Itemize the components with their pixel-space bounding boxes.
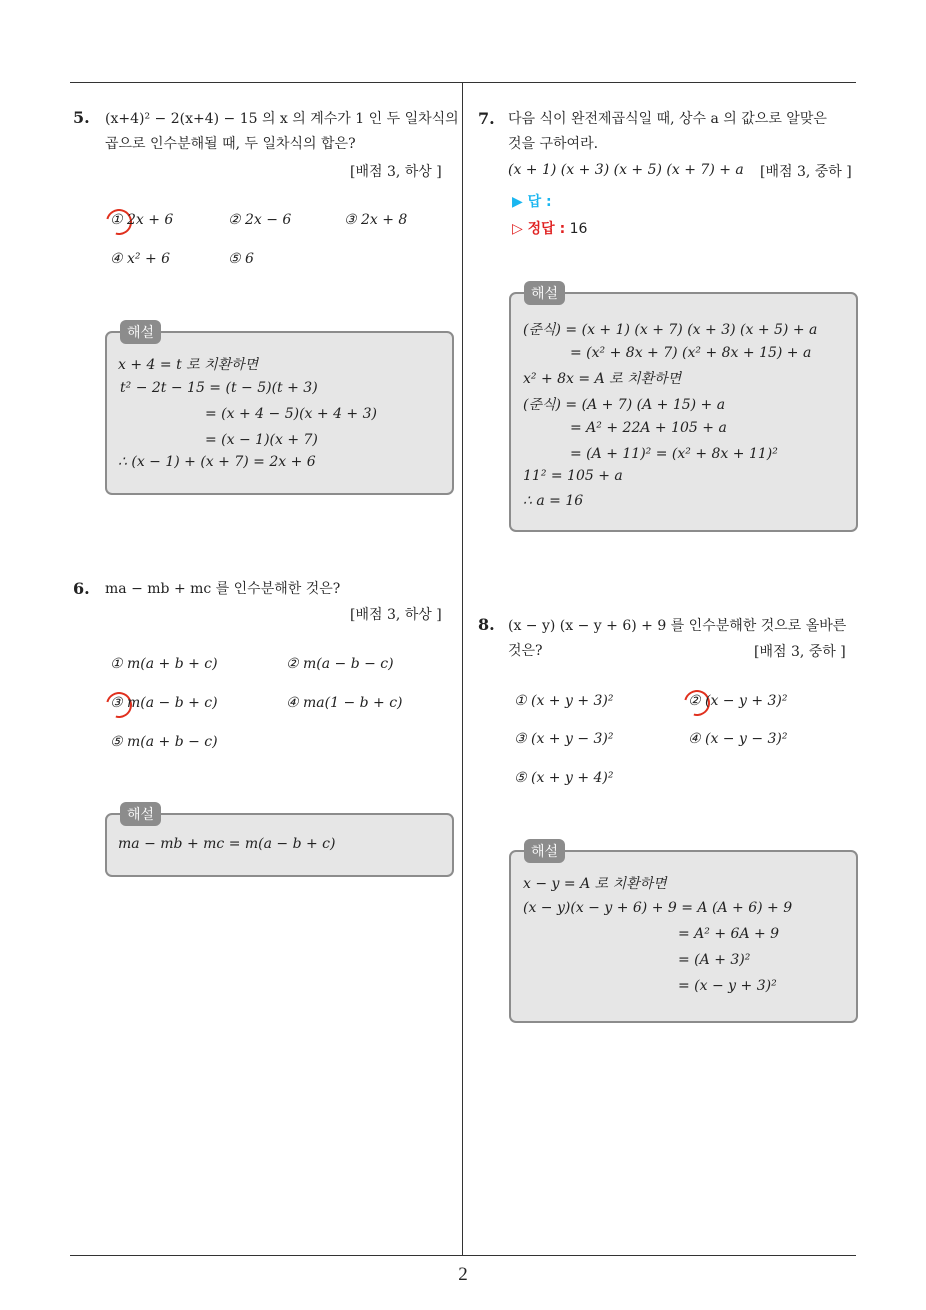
q5-solution-line2: t² − 2t − 15 = (t − 5)(t + 3): [120, 380, 318, 396]
q8-solution-tab: 해설: [524, 839, 565, 863]
q5-choice-5[interactable]: ⑤ 6: [228, 251, 254, 267]
q7-solution-line7: 11² = 105 + a: [523, 468, 623, 484]
q8-solution-line5: = (x − y + 3)²: [678, 978, 777, 994]
q7-solution-line6: = (A + 11)² = (x² + 8x + 11)²: [570, 446, 778, 462]
q7-correct-label: ▷ 정답 :: [512, 221, 566, 237]
q6-number: 6.: [73, 579, 90, 598]
q5-solution-line3: = (x + 4 − 5)(x + 4 + 3): [205, 406, 377, 422]
page-number: 2: [458, 1264, 468, 1285]
q8-solution-line1: x − y = A 로 치환하면: [523, 876, 667, 892]
q5-solution-tab: 해설: [120, 320, 161, 344]
q5-choice-3[interactable]: ③ 2x + 8: [344, 212, 408, 228]
q6-meta: [배점 3, 하상 ]: [350, 607, 442, 623]
q7-solution-tab: 해설: [524, 281, 565, 305]
q5-text-line2: 곱으로 인수분해될 때, 두 일차식의 합은?: [105, 136, 356, 152]
top-rule: [70, 82, 856, 83]
q8-solution-line3: = A² + 6A + 9: [678, 926, 780, 942]
q8-choice-4[interactable]: ④ (x − y − 3)²: [688, 731, 788, 747]
q7-correct-value: 16: [569, 221, 588, 237]
q8-choice-2[interactable]: ② (x − y + 3)²: [688, 693, 788, 709]
q8-solution-line4: = (A + 3)²: [678, 952, 751, 968]
q5-solution-line5: ∴ (x − 1) + (x + 7) = 2x + 6: [118, 454, 316, 470]
q7-solution-line5: = A² + 22A + 105 + a: [570, 420, 727, 436]
q6-choice-5[interactable]: ⑤ m(a + b − c): [110, 734, 218, 750]
q7-solution-line2: = (x² + 8x + 7) (x² + 8x + 15) + a: [570, 345, 812, 361]
q8-choice-3[interactable]: ③ (x + y − 3)²: [514, 731, 614, 747]
q7-answer-label: ▶ 답 :: [512, 194, 552, 210]
q8-number: 8.: [478, 615, 495, 634]
q6-choice-4[interactable]: ④ ma(1 − b + c): [286, 695, 403, 711]
q6-solution-tab: 해설: [120, 802, 161, 826]
q7-correct-row: [512, 218, 587, 238]
q5-choice-1[interactable]: ① 2x + 6: [110, 212, 174, 228]
q6-text-line1: ma − mb + mc 를 인수분해한 것은?: [105, 581, 341, 597]
q7-text-line1: 다음 식이 완전제곱식일 때, 상수 a 의 값으로 알맞은: [508, 111, 827, 127]
q7-solution-line4: (준식) = (A + 7) (A + 15) + a: [523, 397, 726, 413]
q8-meta: [배점 3, 중하 ]: [754, 644, 846, 660]
q7-solution-line1: (준식) = (x + 1) (x + 7) (x + 3) (x + 5) + a: [523, 322, 818, 338]
q6-choice-1[interactable]: ① m(a + b + c): [110, 656, 218, 672]
q8-choice-1[interactable]: ① (x + y + 3)²: [514, 693, 614, 709]
q7-answer-row: [512, 191, 552, 211]
q8-choice-5[interactable]: ⑤ (x + y + 4)²: [514, 770, 614, 786]
q8-text-line1: (x − y) (x − y + 6) + 9 를 인수분해한 것으로 올바른: [508, 618, 847, 634]
q6-choice-3[interactable]: ③ m(a − b + c): [110, 695, 218, 711]
bottom-rule: [70, 1255, 856, 1256]
q6-choice-2[interactable]: ② m(a − b − c): [286, 656, 394, 672]
q5-choice-2[interactable]: ② 2x − 6: [228, 212, 292, 228]
q5-solution-line1: x + 4 = t 로 치환하면: [118, 357, 259, 373]
q7-number: 7.: [478, 109, 495, 128]
q5-meta: [배점 3, 하상 ]: [350, 164, 442, 180]
q5-choice-4[interactable]: ④ x² + 6: [110, 251, 171, 267]
q8-solution-line2: (x − y)(x − y + 6) + 9 = A (A + 6) + 9: [523, 900, 793, 916]
q6-solution-line1: ma − mb + mc = m(a − b + c): [118, 836, 336, 852]
q7-meta: [배점 3, 중하 ]: [760, 164, 852, 180]
q7-solution-line3: x² + 8x = A 로 치환하면: [523, 371, 682, 387]
q7-solution-line8: ∴ a = 16: [523, 493, 584, 509]
q5-solution-line4: = (x − 1)(x + 7): [205, 432, 318, 448]
q7-expression: (x + 1) (x + 3) (x + 5) (x + 7) + a: [508, 162, 744, 178]
q7-text-line2: 것을 구하여라.: [508, 136, 599, 152]
q8-text-line2: 것은?: [508, 643, 543, 659]
q5-text-line1: (x+4)² − 2(x+4) − 15 의 x 의 계수가 1 인 두 일차식의: [105, 111, 459, 127]
column-divider: [462, 82, 463, 1255]
q5-number: 5.: [73, 108, 90, 127]
